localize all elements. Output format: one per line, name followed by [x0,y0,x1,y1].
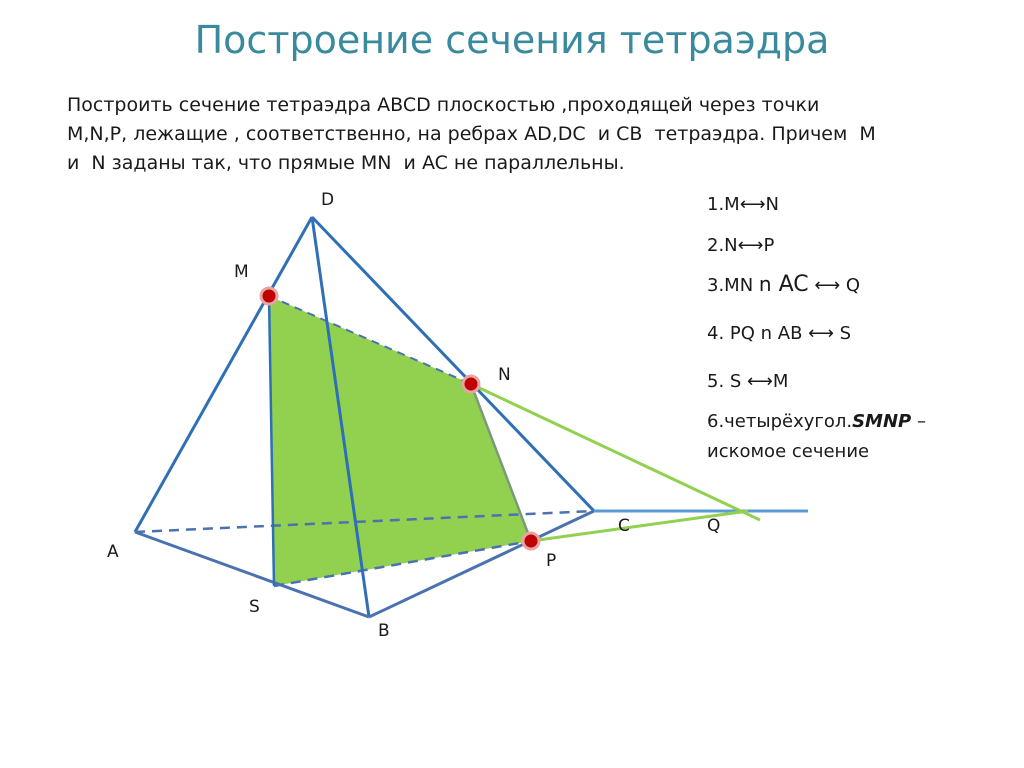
step-3 [707,272,860,297]
step-3-ac: AC [771,272,809,297]
label-q: Q [707,516,721,536]
step-6 [707,411,926,432]
step-6-smnp: SMNP [852,411,912,432]
label-p: P [546,551,557,571]
label-m: M [234,262,249,282]
point-m-marker [261,288,277,304]
label-a: A [107,542,119,562]
step-2: 2.N⟷P [707,235,775,256]
step-6-post: – [911,411,926,432]
step-4: 4. PQ n AB ⟷ S [707,323,852,344]
label-d: D [321,190,335,210]
problem-line-3: и N заданы так, что прямые MN и AC не параллельны. [67,152,625,174]
label-s: S [249,597,260,617]
step-3-pre: 3.MN [707,275,759,296]
slide-title: Построение сечения тетраэдра [194,18,830,62]
problem-line-1: Построить сечение тетраэдра ABCD плоскостью ,проходящей через точки [67,94,820,116]
point-n-marker [463,376,479,392]
label-c: C [618,516,630,536]
step-6-line-2: искомое сечение [707,441,870,462]
label-n: N [498,365,511,385]
step-5: 5. S ⟷M [707,371,789,392]
label-b: B [378,621,390,641]
step-1: 1.M⟷N [707,194,779,215]
point-p-marker [523,533,539,549]
step-6-pre: 6.четырёхугол. [707,411,853,432]
problem-line-2: M,N,P, лежащие , соответственно, на ребрах AD,DC и CB тетраэдра. Причем M [67,123,876,145]
step-3-intersection-sign: n [758,272,772,296]
step-3-post: ⟷ Q [808,275,861,296]
